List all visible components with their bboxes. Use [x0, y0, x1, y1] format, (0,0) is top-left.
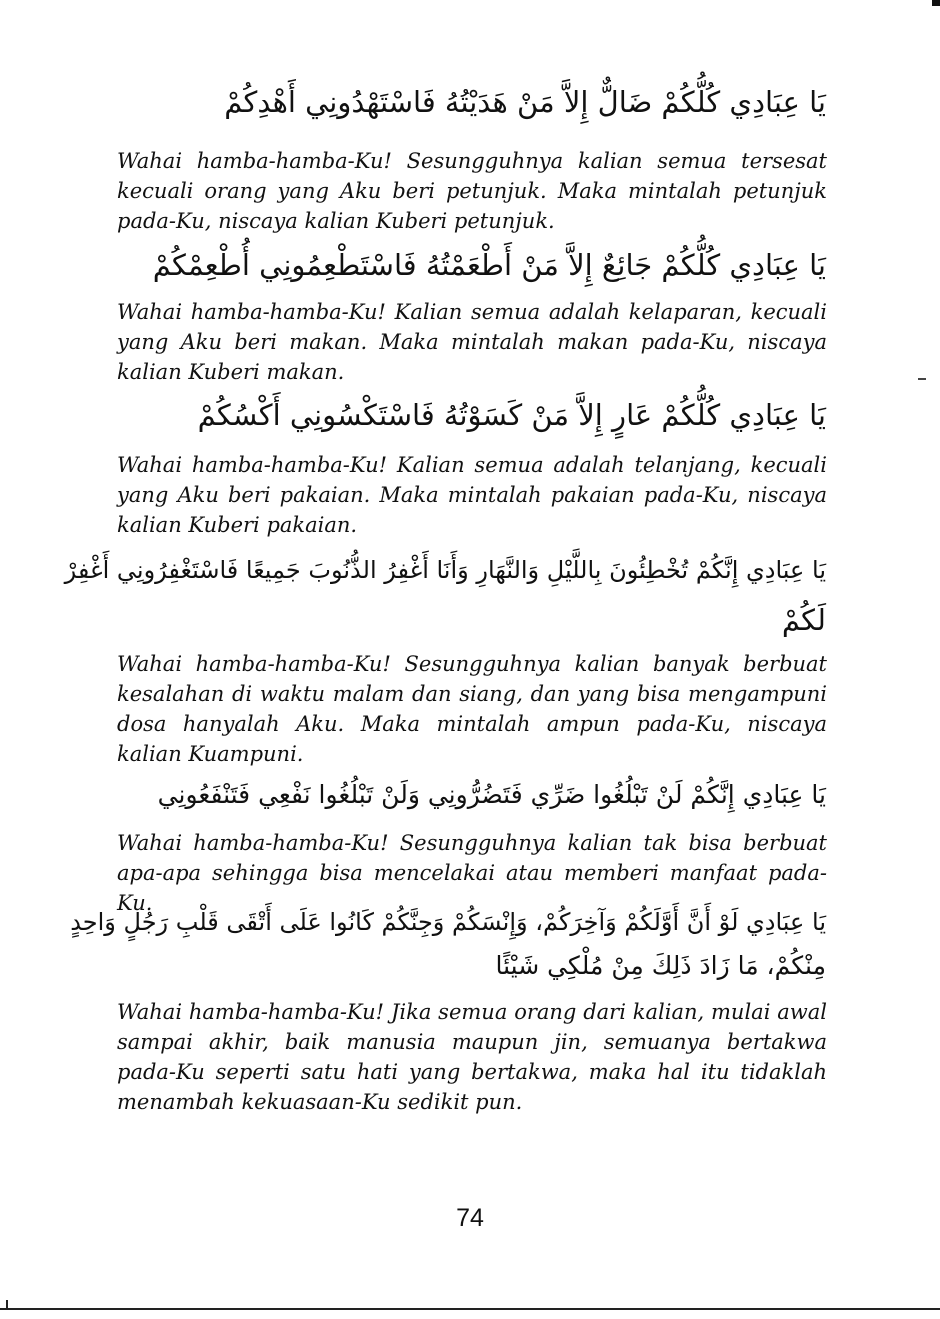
arabic-verse-6-line-1: يَا عِبَادِي لَوْ أَنَّ أَوَّلَكُمْ وَآخِرَكُمْ، وَإِنْسَكُمْ وَجِنَّكُمْ كَانُوا عَلَى أَتْقَى قَلْبِ رَجُلٍ وَاحِدٍ	[70, 908, 826, 936]
translation-1: Wahai hamba-hamba-Ku! Sesungguhnya kalian semua tersesat kecuali orang yang Aku beri petunjuk. Maka mintalah petunjuk pada-Ku, niscaya kalian Kuberi petunjuk.	[117, 149, 827, 233]
scan-margin-mark	[918, 378, 926, 380]
arabic-verse-5: يَا عِبَادِي إِنَّكُمْ لَنْ تَبْلُغُوا ضَرِّي فَتَضُرُّونِي وَلَنْ تَبْلُغُوا نَفْعِي فَتَنْفَعُونِي	[157, 780, 826, 809]
arabic-verse-2: يَا عِبَادِي كُلُّكُمْ جَائِعٌ إِلاَّ مَنْ أَطْعَمْتُهُ فَاسْتَطْعِمُونِي أُطْعِمْكُمْ	[152, 248, 826, 282]
page-number: 74	[456, 1204, 484, 1232]
arabic-verse-6-line-2: مِنْكُمْ، مَا زَادَ ذَلِكَ مِنْ مُلْكِي شَيْئًا	[495, 951, 826, 980]
translation-2: Wahai hamba-hamba-Ku! Kalian semua adalah kelaparan, kecuali yang Aku beri makan. Maka mintalah makan pada-Ku, niscaya kalian Kuberi makan.	[117, 300, 827, 384]
translation-6: Wahai hamba-hamba-Ku! Jika semua orang dari kalian, mulai awal sampai akhir, baik manusia maupun jin, semuanya bertakwa pada-Ku seperti satu hati yang bertakwa, maka hal itu tidaklah menambah kekuasaan-Ku sedikit pun.	[117, 1000, 827, 1114]
scan-edge-mark	[6, 1300, 8, 1310]
translation-5: Wahai hamba-hamba-Ku! Sesungguhnya kalian tak bisa berbuat apa-apa sehingga bisa mencelakai atau memberi manfaat pada-Ku.	[117, 831, 827, 915]
arabic-verse-1: يَا عِبَادِي كُلُّكُمْ ضَالٌّ إِلاَّ مَنْ هَدَيْتُهُ فَاسْتَهْدُونِي أَهْدِكُمْ	[224, 85, 826, 119]
arabic-verse-4-line-1: يَا عِبَادِي إِنَّكُمْ تُخْطِئُونَ بِاللَّيْلِ وَالنَّهَارِ وَأَنَا أَغْفِرُ الذُّنُوبَ جَمِيعًا فَاسْتَغْفِرُونِي أَغْفِرْ	[64, 556, 826, 584]
scan-corner-mark	[932, 0, 940, 6]
translation-4: Wahai hamba-hamba-Ku! Sesungguhnya kalian banyak berbuat kesalahan di waktu malam dan siang, dan yang bisa mengampuni dosa hanyalah Aku. Maka mintalah ampun pada-Ku, niscaya kalian Kuampuni.	[117, 652, 827, 766]
arabic-verse-4-line-2: لَكُمْ	[781, 603, 826, 637]
arabic-verse-3: يَا عِبَادِي كُلُّكُمْ عَارٍ إِلاَّ مَنْ كَسَوْتُهُ فَاسْتَكْسُونِي أَكْسُكُمْ	[197, 398, 826, 432]
translation-3: Wahai hamba-hamba-Ku! Kalian semua adalah telanjang, kecuali yang Aku beri pakaian. Maka mintalah pakaian pada-Ku, niscaya kalian Kuberi pakaian.	[117, 453, 827, 537]
page-bottom-rule	[0, 1308, 940, 1310]
